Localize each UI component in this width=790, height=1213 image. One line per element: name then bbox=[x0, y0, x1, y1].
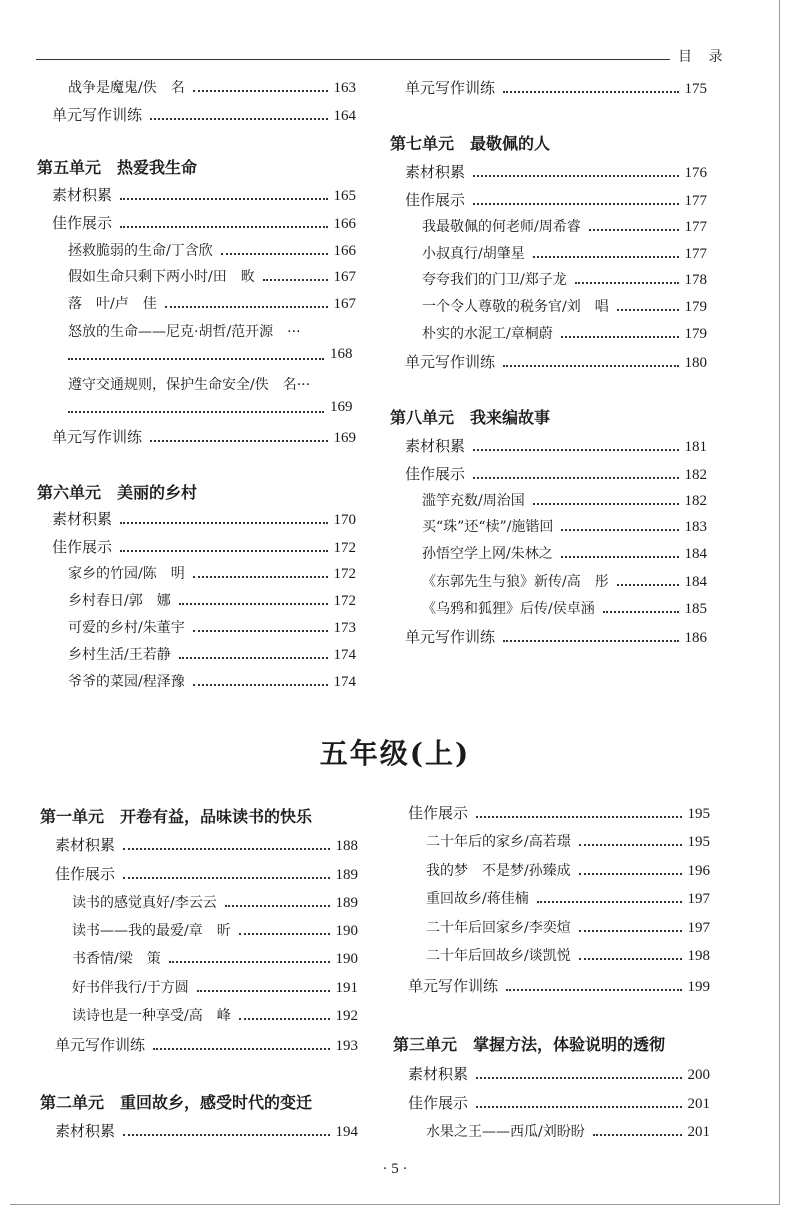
leader-dots bbox=[239, 1018, 330, 1020]
toc-entry[interactable] bbox=[72, 920, 358, 942]
leader-dots bbox=[561, 529, 678, 531]
leader-dots bbox=[150, 440, 327, 442]
toc-page-number: 178 bbox=[684, 272, 707, 288]
page-number-footer: · 5 · bbox=[382, 1161, 408, 1177]
toc-entry[interactable] bbox=[68, 617, 356, 639]
toc-entry-title: 重回故乡/蒋佳楠 bbox=[426, 891, 529, 907]
toc-page-number: 179 bbox=[684, 326, 707, 342]
toc-entry[interactable] bbox=[52, 184, 356, 206]
leader-dots bbox=[506, 989, 681, 991]
toc-entry[interactable] bbox=[68, 590, 356, 612]
toc-entry[interactable] bbox=[68, 644, 356, 666]
toc-entry-title: 单元写作训练 bbox=[52, 106, 143, 124]
toc-entry-title: 二十年后的家乡/高若璟 bbox=[426, 834, 571, 850]
toc-entry[interactable] bbox=[422, 296, 707, 318]
leader-dots bbox=[533, 256, 679, 258]
toc-page-number: 199 bbox=[687, 979, 710, 995]
toc-entry-title: 佳作展示 bbox=[408, 804, 469, 822]
toc-entry-title: 单元写作训练 bbox=[405, 353, 496, 371]
toc-entry[interactable] bbox=[55, 1120, 358, 1142]
toc-page-number: 164 bbox=[333, 108, 356, 124]
toc-entry-title-wrapped[interactable]: 怒放的生命——尼克·胡哲/范开源 ··· bbox=[68, 324, 301, 340]
toc-entry[interactable] bbox=[408, 1063, 710, 1085]
toc-entry-title: 佳作展示 bbox=[408, 1094, 469, 1112]
toc-entry-title: 假如生命只剩下两小时/田 畋 bbox=[68, 269, 255, 285]
toc-entry-title: 读书——我的最爱/章 昕 bbox=[72, 923, 231, 939]
leader-dots bbox=[589, 229, 679, 231]
toc-page-number: 163 bbox=[333, 80, 356, 96]
toc-entry[interactable] bbox=[52, 426, 356, 448]
leader-dots bbox=[120, 226, 327, 228]
toc-page-number: 186 bbox=[684, 630, 707, 646]
leader-dots bbox=[263, 279, 328, 281]
toc-entry-title: 夸夸我们的门卫/郑子龙 bbox=[422, 272, 567, 288]
toc-entry-title: 单元写作训练 bbox=[405, 79, 496, 97]
header-rule bbox=[36, 59, 670, 60]
toc-entry-title: 战争是魔鬼/佚 名 bbox=[68, 80, 185, 96]
toc-entry[interactable] bbox=[426, 888, 710, 910]
leader-dots bbox=[193, 90, 328, 92]
toc-entry-title: 拯救脆弱的生命/丁含欣 bbox=[68, 243, 213, 259]
toc-entry-title-wrapped[interactable]: 遵守交通规则，保护生命安全/佚 名··· bbox=[68, 377, 311, 393]
toc-entry-title: 单元写作训练 bbox=[55, 1036, 146, 1054]
toc-entry[interactable] bbox=[55, 834, 358, 856]
toc-entry[interactable] bbox=[405, 189, 707, 211]
leader-dots bbox=[617, 584, 679, 586]
toc-page-number: 179 bbox=[684, 299, 707, 315]
toc-entry[interactable] bbox=[422, 571, 707, 593]
toc-entry-title: 素材积累 bbox=[52, 186, 113, 204]
unit-heading: 第一单元 开卷有益，品味读书的快乐 bbox=[40, 807, 313, 826]
toc-page-number: 167 bbox=[333, 269, 356, 285]
leader-dots bbox=[153, 1048, 329, 1050]
leader-dots bbox=[473, 203, 678, 205]
toc-entry[interactable] bbox=[68, 240, 356, 262]
toc-page-number: 166 bbox=[333, 243, 356, 259]
leader-dots bbox=[561, 556, 679, 558]
toc-entry-title: 素材积累 bbox=[55, 1122, 116, 1140]
toc-page-number: 165 bbox=[333, 188, 356, 204]
toc-page-number: 192 bbox=[335, 1008, 358, 1024]
leader-dots bbox=[165, 306, 328, 308]
leader-dots bbox=[169, 961, 330, 963]
toc-page-number: 168 bbox=[330, 346, 353, 362]
toc-page-number: 189 bbox=[335, 895, 358, 911]
leader-dots bbox=[68, 358, 324, 360]
toc-entry-title: 水果之王——西瓜/刘盼盼 bbox=[426, 1124, 585, 1140]
toc-entry-title: 好书伴我行/于方圆 bbox=[72, 980, 189, 996]
unit-heading: 第八单元 我来编故事 bbox=[390, 408, 551, 427]
unit-heading: 第二单元 重回故乡，感受时代的变迁 bbox=[40, 1093, 313, 1112]
toc-page-number: 175 bbox=[684, 81, 707, 97]
leader-dots bbox=[120, 550, 327, 552]
toc-entry[interactable] bbox=[68, 77, 356, 99]
toc-entry-title: 爷爷的菜园/程泽豫 bbox=[68, 674, 185, 690]
toc-page-number: 190 bbox=[335, 923, 358, 939]
leader-dots bbox=[603, 611, 679, 613]
leader-dots bbox=[123, 1134, 329, 1136]
toc-entry-title: 乡村春日/郭 娜 bbox=[68, 593, 171, 609]
leader-dots bbox=[537, 901, 682, 903]
toc-entry-title: 小叔真行/胡肇星 bbox=[422, 246, 525, 262]
toc-entry-title: 买“珠”还“椟”/施锴回 bbox=[422, 519, 554, 535]
toc-entry-title: 我最敬佩的何老师/周希睿 bbox=[422, 219, 581, 235]
leader-dots bbox=[225, 905, 330, 907]
toc-entry[interactable] bbox=[408, 975, 710, 997]
leader-dots bbox=[503, 91, 678, 93]
toc-page-number: 201 bbox=[687, 1096, 710, 1112]
toc-entry[interactable] bbox=[408, 1092, 710, 1114]
toc-entry[interactable] bbox=[405, 463, 707, 485]
toc-entry-title: 单元写作训练 bbox=[408, 977, 499, 995]
toc-entry-title: 《乌鸦和狐狸》后传/侯卓涵 bbox=[422, 601, 595, 617]
toc-page-number: 183 bbox=[684, 519, 707, 535]
toc-page-number: 184 bbox=[684, 574, 707, 590]
leader-dots bbox=[579, 958, 682, 960]
leader-dots bbox=[197, 990, 330, 992]
toc-entry[interactable] bbox=[68, 671, 356, 693]
unit-heading: 第七单元 最敬佩的人 bbox=[390, 134, 551, 153]
toc-entry-title: 单元写作训练 bbox=[52, 428, 143, 446]
toc-page-number: 184 bbox=[684, 546, 707, 562]
toc-page-number: 195 bbox=[687, 806, 710, 822]
header-title: 目 录 bbox=[678, 49, 729, 65]
toc-entry[interactable] bbox=[55, 863, 358, 885]
toc-entry[interactable] bbox=[422, 323, 707, 345]
toc-page-number: 181 bbox=[684, 439, 707, 455]
leader-dots bbox=[473, 175, 678, 177]
leader-dots bbox=[579, 873, 682, 875]
leader-dots bbox=[593, 1134, 682, 1136]
toc-page-number: 188 bbox=[335, 838, 358, 854]
toc-page-number: 180 bbox=[684, 355, 707, 371]
leader-dots bbox=[193, 576, 328, 578]
toc-page-number: 190 bbox=[335, 951, 358, 967]
toc-entry-title: 素材积累 bbox=[55, 836, 116, 854]
toc-page-number: 172 bbox=[333, 593, 356, 609]
toc-page-number: 169 bbox=[330, 399, 353, 415]
toc-entry[interactable] bbox=[52, 104, 356, 126]
toc-page-number: 177 bbox=[684, 219, 707, 235]
toc-entry-title: 我的梦 不是梦/孙臻成 bbox=[426, 863, 571, 879]
toc-page-number: 166 bbox=[333, 216, 356, 232]
toc-entry-title: 佳作展示 bbox=[55, 865, 116, 883]
toc-entry-title: 素材积累 bbox=[408, 1065, 469, 1083]
leader-dots bbox=[579, 930, 682, 932]
toc-entry[interactable] bbox=[408, 802, 710, 824]
toc-page-number: 197 bbox=[687, 891, 710, 907]
toc-entry[interactable] bbox=[422, 243, 707, 265]
toc-entry-title: 一个令人尊敬的税务官/刘 唱 bbox=[422, 299, 609, 315]
toc-page-number: 201 bbox=[687, 1124, 710, 1140]
toc-entry-title: 佳作展示 bbox=[52, 538, 113, 556]
grade-title: 五年级(上) bbox=[319, 737, 471, 770]
leader-dots bbox=[503, 640, 678, 642]
toc-entry-title: 落 叶/卢 佳 bbox=[68, 296, 157, 312]
toc-entry[interactable] bbox=[426, 917, 710, 939]
leader-dots bbox=[617, 309, 679, 311]
toc-entry[interactable] bbox=[426, 831, 710, 853]
toc-page-number: 197 bbox=[687, 920, 710, 936]
toc-entry[interactable] bbox=[422, 516, 707, 538]
toc-entry[interactable] bbox=[72, 892, 358, 914]
toc-page-number: 182 bbox=[684, 467, 707, 483]
toc-entry[interactable] bbox=[422, 598, 707, 620]
leader-dots bbox=[476, 816, 681, 818]
toc-entry-title: 滥竽充数/周治国 bbox=[422, 493, 525, 509]
leader-dots bbox=[193, 630, 328, 632]
toc-page-number: 194 bbox=[335, 1124, 358, 1140]
toc-page-number: 174 bbox=[333, 674, 356, 690]
toc-page-number: 200 bbox=[687, 1067, 710, 1083]
toc-entry[interactable] bbox=[68, 266, 356, 288]
leader-dots bbox=[193, 684, 328, 686]
leader-dots bbox=[561, 336, 679, 338]
leader-dots bbox=[150, 118, 327, 120]
toc-entry[interactable] bbox=[422, 490, 707, 512]
toc-entry-title: 朴实的水泥工/章桐蔚 bbox=[422, 326, 553, 342]
toc-entry-title: 《东郭先生与狼》新传/高 彤 bbox=[422, 574, 609, 590]
toc-entry-title: 佳作展示 bbox=[405, 465, 466, 483]
leader-dots bbox=[221, 253, 328, 255]
toc-entry-title: 可爱的乡村/朱董宇 bbox=[68, 620, 185, 636]
toc-entry-title: 单元写作训练 bbox=[405, 628, 496, 646]
toc-entry[interactable] bbox=[72, 948, 358, 970]
unit-heading: 第六单元 美丽的乡村 bbox=[37, 483, 198, 502]
leader-dots bbox=[575, 282, 679, 284]
toc-page-number: 196 bbox=[687, 863, 710, 879]
toc-entry[interactable] bbox=[426, 945, 710, 967]
toc-entry[interactable] bbox=[72, 977, 358, 999]
leader-dots bbox=[120, 522, 327, 524]
toc-entry[interactable] bbox=[72, 1005, 358, 1027]
leader-dots bbox=[476, 1106, 681, 1108]
unit-heading: 第三单元 掌握方法，体验说明的透彻 bbox=[393, 1035, 666, 1054]
toc-entry-title: 孙悟空学上网/朱林之 bbox=[422, 546, 553, 562]
toc-page-number: 173 bbox=[333, 620, 356, 636]
leader-dots bbox=[533, 503, 679, 505]
toc-entry-title: 读书的感觉真好/李云云 bbox=[72, 895, 217, 911]
toc-page-number: 198 bbox=[687, 948, 710, 964]
toc-page-number: 174 bbox=[333, 647, 356, 663]
toc-page-number: 167 bbox=[333, 296, 356, 312]
toc-page-number: 170 bbox=[333, 512, 356, 528]
toc-entry-title: 书香情/梁 策 bbox=[72, 951, 161, 967]
leader-dots bbox=[473, 449, 678, 451]
toc-entry-title: 素材积累 bbox=[52, 510, 113, 528]
toc-entry[interactable] bbox=[55, 1034, 358, 1056]
leader-dots bbox=[68, 411, 324, 413]
toc-page-number: 172 bbox=[333, 540, 356, 556]
toc-page-number: 191 bbox=[335, 980, 358, 996]
toc-entry[interactable] bbox=[405, 161, 707, 183]
leader-dots bbox=[473, 477, 678, 479]
leader-dots bbox=[120, 198, 327, 200]
unit-heading: 第五单元 热爱我生命 bbox=[37, 158, 198, 177]
leader-dots bbox=[239, 933, 330, 935]
toc-page-number: 182 bbox=[684, 493, 707, 509]
toc-entry[interactable] bbox=[52, 536, 356, 558]
toc-entry[interactable] bbox=[422, 543, 707, 565]
toc-entry[interactable] bbox=[422, 216, 707, 238]
toc-entry-title: 佳作展示 bbox=[405, 191, 466, 209]
toc-entry[interactable] bbox=[426, 1121, 710, 1143]
toc-page-number: 177 bbox=[684, 193, 707, 209]
toc-page-number: 189 bbox=[335, 867, 358, 883]
leader-dots bbox=[476, 1077, 681, 1079]
toc-entry[interactable] bbox=[52, 508, 356, 530]
toc-page-number: 169 bbox=[333, 430, 356, 446]
toc-page-number: 195 bbox=[687, 834, 710, 850]
leader-dots bbox=[503, 365, 678, 367]
leader-dots bbox=[123, 848, 329, 850]
toc-page-number: 172 bbox=[333, 566, 356, 582]
toc-entry-title: 佳作展示 bbox=[52, 214, 113, 232]
toc-entry-title: 二十年后回故乡/谈凯悦 bbox=[426, 948, 571, 964]
toc-page-number: 176 bbox=[684, 165, 707, 181]
toc-entry-title: 乡村生活/王若静 bbox=[68, 647, 171, 663]
leader-dots bbox=[123, 877, 329, 879]
leader-dots bbox=[179, 657, 328, 659]
toc-entry[interactable] bbox=[405, 77, 707, 99]
toc-entry-title: 读诗也是一种享受/高 峰 bbox=[72, 1008, 231, 1024]
toc-page-number: 193 bbox=[335, 1038, 358, 1054]
toc-entry[interactable] bbox=[68, 293, 356, 315]
toc-entry-title: 素材积累 bbox=[405, 163, 466, 181]
toc-entry[interactable] bbox=[68, 563, 356, 585]
leader-dots bbox=[579, 844, 682, 846]
toc-entry-title: 二十年后回家乡/李奕煊 bbox=[426, 920, 571, 936]
toc-entry[interactable] bbox=[405, 626, 707, 648]
toc-page-number: 185 bbox=[684, 601, 707, 617]
toc-entry-title: 素材积累 bbox=[405, 437, 466, 455]
toc-entry[interactable] bbox=[426, 860, 710, 882]
toc-entry[interactable] bbox=[405, 351, 707, 373]
leader-dots bbox=[179, 603, 328, 605]
toc-entry[interactable] bbox=[52, 212, 356, 234]
toc-entry[interactable] bbox=[405, 435, 707, 457]
toc-page-number: 177 bbox=[684, 246, 707, 262]
toc-entry[interactable] bbox=[422, 269, 707, 291]
toc-entry-title: 家乡的竹园/陈 明 bbox=[68, 566, 185, 582]
